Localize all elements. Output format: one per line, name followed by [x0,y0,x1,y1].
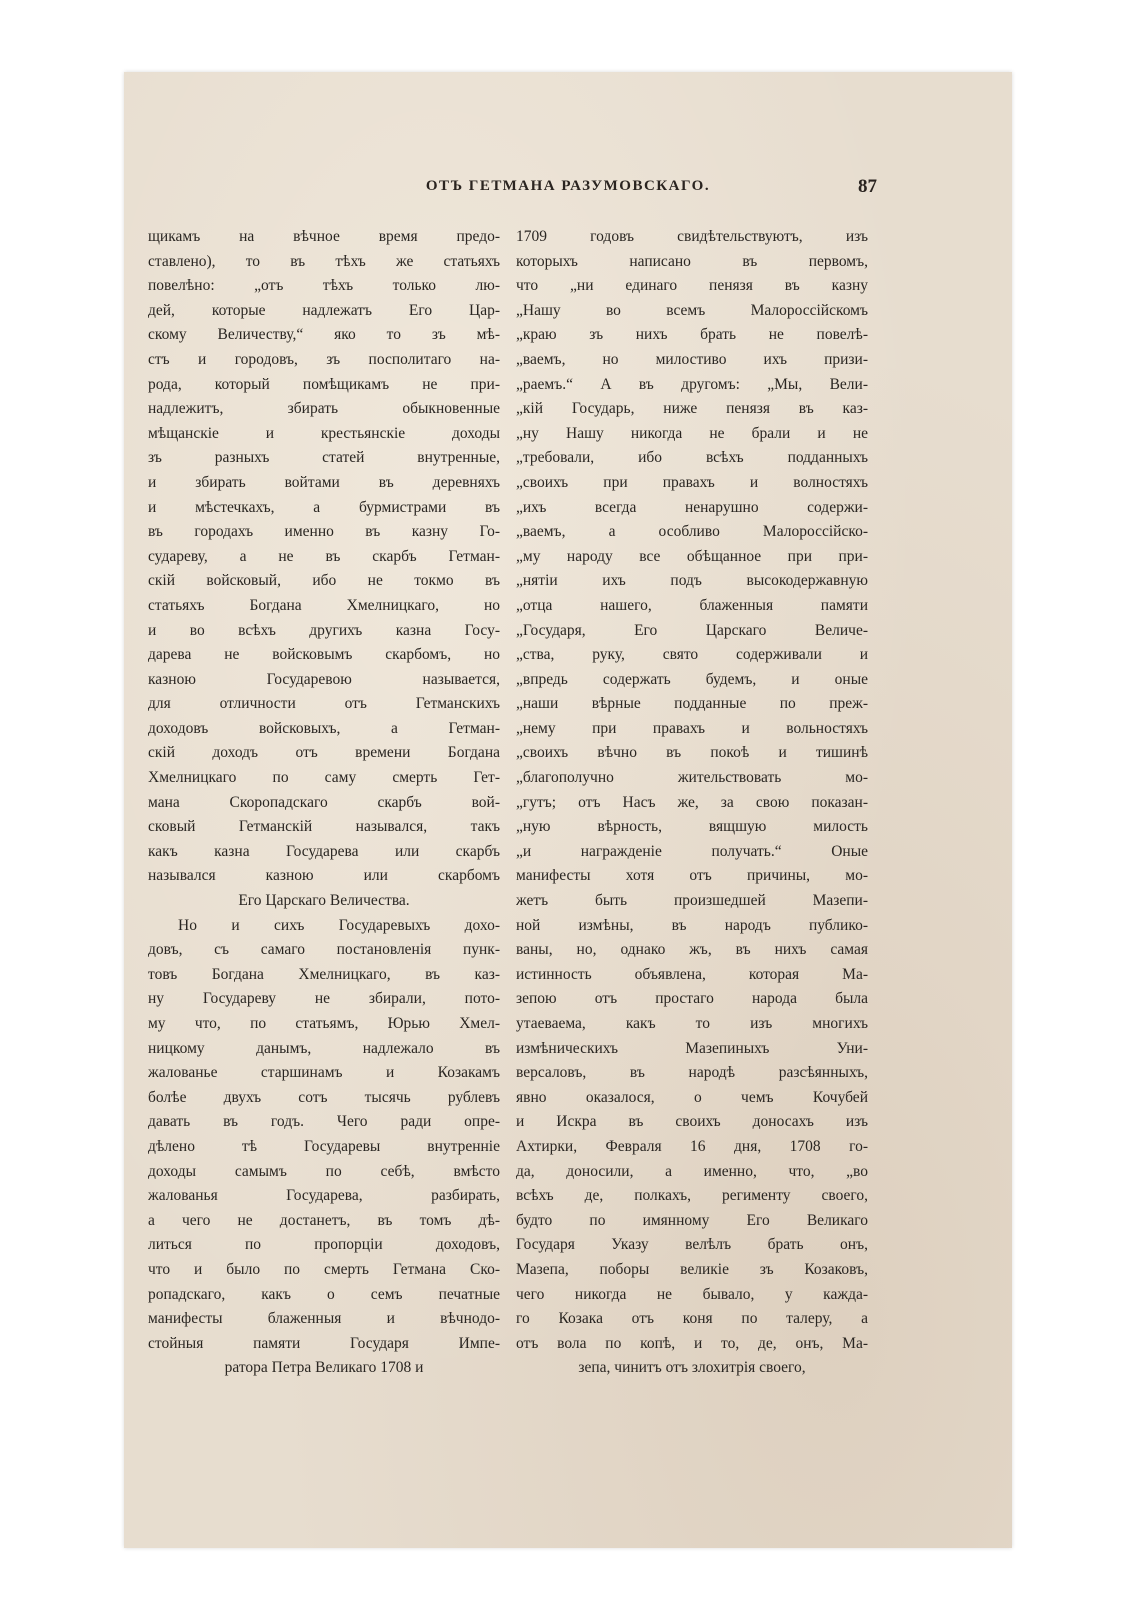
text-line: скій войсковый, ибо не токмо въ [148,572,500,590]
text-line: „Нашу во всемъ Малороссійскомъ [516,301,868,319]
text-line: и Искра въ своихъ доносахъ изъ [516,1113,868,1131]
text-line: „благополучно жительствовать мо- [516,769,868,787]
text-line: а чего не достанетъ, въ томъ дѣ- [148,1211,500,1229]
text-line: „впредь содержать будемъ, и оные [516,670,868,688]
text-line: 1709 годовъ свидѣтельствуютъ, изъ [516,228,868,245]
text-line: „Государя, Его Царскаго Величе- [516,621,868,639]
text-line: „и награжденіе получать.“ Оные [516,842,868,860]
text-line: версаловъ, въ народѣ разсѣянныхъ, [516,1064,868,1082]
text-line: „гутъ; отъ Насъ же, за свою показан- [516,793,868,811]
text-line: „наши вѣрные подданные по преж- [516,695,868,713]
text-line: надлежитъ, збирать обыкновенные [148,400,500,418]
text-line: что „ни единаго пенязя въ казну [516,277,868,295]
text-line: „своихъ вѣчно въ покоѣ и тишинѣ [516,744,868,762]
text-line: „кій Государь, ниже пенязя въ каз- [516,400,868,418]
text-line: жалованье старшинамъ и Козакамъ [148,1064,500,1082]
text-line: „требовали, ибо всѣхъ подданныхъ [516,449,868,467]
book-page [124,72,1012,1548]
text-line: „раемъ.“ А въ другомъ: „Мы, Вели- [516,375,868,393]
text-line: и збирать войтами въ деревняхъ [148,473,500,491]
text-line: скій доходъ отъ времени Богдана [148,744,500,762]
text-line: Ахтирки, Февраля 16 дня, 1708 го- [516,1137,868,1155]
text-column-left [148,225,500,1381]
text-line: товъ Богдана Хмелницкаго, въ каз- [148,965,500,983]
text-line: мана Скоропадскаго скарбъ вой- [148,793,500,811]
text-line: стъ и городовъ, зъ посполитаго на- [148,350,500,368]
text-line: литься по пропорціи доходовъ, [148,1236,500,1254]
text-line: Хмелницкаго по саму смерть Гет- [148,769,500,787]
text-line: мѣщанскіе и крестьянскіе доходы [148,424,500,442]
text-line: „краю зъ нихъ брать не повелѣ- [516,326,868,344]
text-line: „нятіи ихъ подъ высокодержавную [516,572,868,590]
text-line: дѣлено тѣ Государевы внутренніе [148,1137,500,1155]
text-line: Государя Указу велѣлъ брать онъ, [516,1236,868,1254]
text-line: всѣхъ де, полкахъ, регименту своего, [516,1187,868,1205]
text-line: зепа, чинитъ отъ злохитрія своего, [578,1359,806,1377]
text-line: повелѣно: „отъ тѣхъ только лю- [148,277,500,295]
page-number: 87 [858,176,877,197]
text-line: „ваемъ, а особливо Малороссійско- [516,523,868,541]
text-line: му что, по статьямъ, Юрью Хмел- [148,1015,500,1032]
text-line: зъ разныхъ статей внутренные, [148,449,500,467]
text-line: какъ казна Государева или скарбъ [148,842,500,860]
text-line: давать въ годъ. Чего ради опре- [148,1113,500,1131]
text-line: ваны, но, однако жъ, въ нихъ самая [516,941,868,959]
text-line: измѣническихъ Мазепиныхъ Уни- [516,1039,868,1057]
text-line: „своихъ при правахъ и волностяхъ [516,473,868,491]
text-line: судареву, а не въ скарбъ Гетман- [148,547,500,565]
text-line: казною Государевою называется, [148,670,500,688]
text-line: Его Царскаго Величества. [238,892,410,910]
text-line: Но и сихъ Государевыхъ дохо- [178,916,500,934]
text-line: стойныя памяти Государя Импе- [148,1334,500,1352]
text-line: „ихъ всегда ненарушно содержи- [516,498,868,516]
text-line: что и было по смерть Гетмана Ско- [148,1260,500,1278]
text-line: явно оказалося, о чемъ Кочубей [516,1088,868,1106]
text-line: „ства, руку, свято содерживали и [516,646,868,664]
text-line: болѣе двухъ сотъ тысячь рублевъ [148,1088,500,1106]
text-line: „ную вѣрность, вящшую милость [516,818,868,836]
text-line: „отца нашего, блаженныя памяти [516,596,868,614]
text-line: го Козака отъ коня по талеру, а [516,1310,868,1328]
text-line: отъ вола по копѣ, и то, де, онъ, Ма- [516,1334,868,1352]
text-line: „ну Нашу никогда не брали и не [516,424,868,442]
text-line: ну Государеву не збирали, пото- [148,990,500,1008]
text-line: Мазепа, поборы великіе зъ Козаковъ, [516,1260,868,1278]
text-line: чего никогда не бывало, у кажда- [516,1285,868,1303]
text-line: въ городахъ именно въ казну Го- [148,523,500,541]
text-line: дарева не войсковымъ скарбомъ, но [148,646,500,664]
text-line: рода, который помѣщикамъ не при- [148,375,500,393]
text-column-right [516,225,868,1381]
text-line: ной измѣны, въ народъ публико- [516,916,868,934]
text-line: которыхъ написано въ первомъ, [516,252,868,270]
text-line: для отличности отъ Гетманскихъ [148,695,500,713]
text-line: зепою отъ простаго народа была [516,990,868,1008]
text-line: ставлено), то въ тѣхъ же статьяхъ [148,252,500,270]
text-line: будто по имянному Его Великаго [516,1211,868,1229]
text-line: доходовъ войсковыхъ, а Гетман- [148,719,500,737]
text-line: назывался казною или скарбомъ [148,867,500,885]
text-line: и во всѣхъ другихъ казна Госу- [148,621,500,639]
text-line: ропадскаго, какъ о семъ печатные [148,1285,500,1303]
text-line: жетъ быть произшедшей Мазепи- [516,892,868,910]
text-line: щикамъ на вѣчное время предо- [148,228,500,245]
text-line: манифесты блаженныя и вѣчнодо- [148,1310,500,1328]
running-head [124,176,1012,200]
text-line: да, доносили, а именно, что, „во [516,1162,868,1180]
text-line: сковый Гетманскій назывался, такъ [148,818,500,836]
text-line: истинность объявлена, которая Ма- [516,965,868,983]
text-line: „му народу все обѣщанное при при- [516,547,868,565]
text-line: манифесты хотя отъ причины, мо- [516,867,868,885]
text-line: скому Величеству,“ яко то зъ мѣ- [148,326,500,344]
text-line: ратора Петра Великаго 1708 и [224,1359,424,1377]
text-line: жалованья Государева, разбирать, [148,1187,500,1205]
text-line: статьяхъ Богдана Хмелницкаго, но [148,596,500,614]
text-line: довъ, съ самаго постановленія пунк- [148,941,500,959]
text-line: дей, которые надлежатъ Его Цар- [148,301,500,319]
text-line: доходы самымъ по себѣ, вмѣсто [148,1162,500,1180]
text-line: „ваемъ, но милостиво ихъ призи- [516,350,868,368]
text-line: утаеваема, какъ то изъ многихъ [516,1015,868,1032]
text-line: и мѣстечкахъ, а бурмистрами въ [148,498,500,516]
running-title: ОТЪ ГЕТМАНА РАЗУМОВСКАГО. [425,178,711,194]
text-line: ницкому данымъ, надлежало въ [148,1039,500,1057]
text-line: „нему при правахъ и вольностяхъ [516,719,868,737]
